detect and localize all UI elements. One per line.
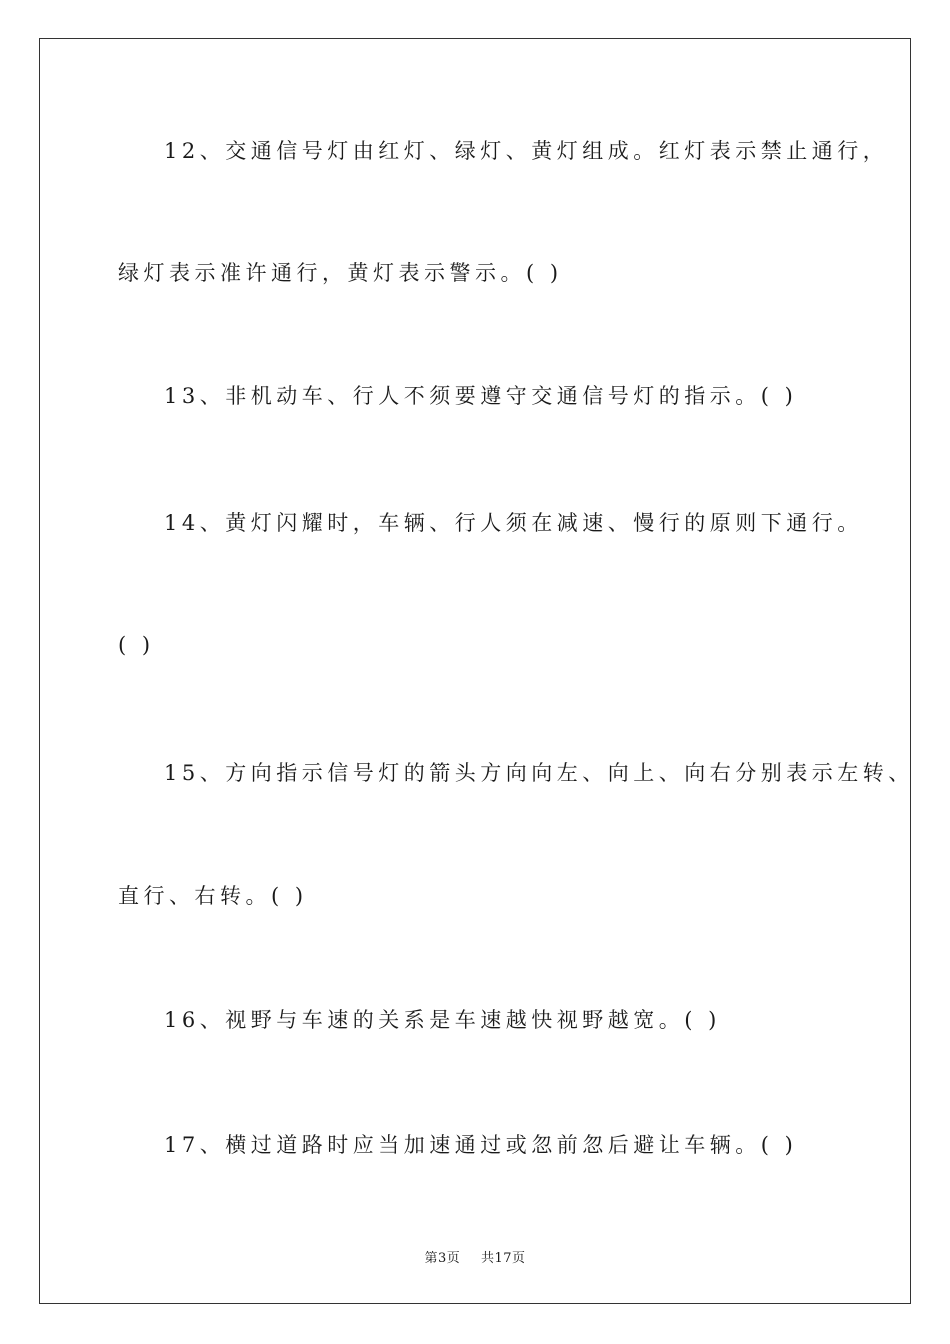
question-12-line-1: 12、交通信号灯由红灯、绿灯、黄灯组成。红灯表示禁止通行， xyxy=(164,139,889,163)
page-number: 第3页 xyxy=(424,1251,461,1266)
question-14-line-2: ( ) xyxy=(118,633,155,657)
question-12-line-2: 绿灯表示准许通行，黄灯表示警示。( ) xyxy=(118,261,563,285)
question-16-line-1: 16、视野与车速的关系是车速越快视野越宽。( ) xyxy=(164,1008,721,1032)
question-14-line-1: 14、黄灯闪耀时，车辆、行人须在减速、慢行的原则下通行。 xyxy=(164,511,863,535)
page-total: 共17页 xyxy=(480,1251,526,1266)
question-17-line-1: 17、横过道路时应当加速通过或忽前忽后避让车辆。( ) xyxy=(164,1133,798,1157)
question-15-line-1: 15、方向指示信号灯的箭头方向向左、向上、向右分别表示左转、 xyxy=(164,761,914,785)
question-15-line-2: 直行、右转。( ) xyxy=(118,884,308,908)
page-border xyxy=(39,38,914,1304)
page-footer xyxy=(0,1247,950,1266)
question-13-line-1: 13、非机动车、行人不须要遵守交通信号灯的指示。( ) xyxy=(164,384,798,408)
